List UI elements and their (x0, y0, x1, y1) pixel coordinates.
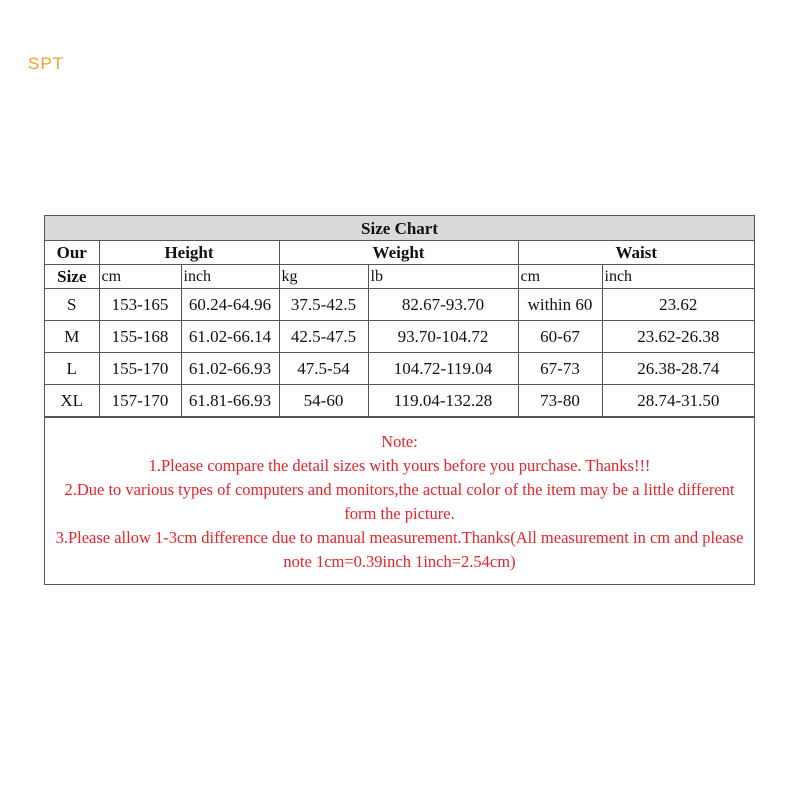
waist-cm-cell: 67-73 (518, 353, 602, 385)
height-cm-cell: 153-165 (99, 289, 181, 321)
height-inch-cell: 61.81-66.93 (181, 385, 279, 417)
weight-kg-header: kg (279, 265, 368, 289)
table-row (45, 385, 754, 417)
waist-cm-cell: within 60 (518, 289, 602, 321)
size-table (45, 216, 754, 417)
brand-logo: SPT (28, 54, 65, 73)
note-line-3: 3.Please allow 1-3cm difference due to manual measurement.Thanks(All measurement in cm and please note 1cm=0.39inch 1inch=2.54cm) (55, 528, 744, 571)
table-row (45, 353, 754, 385)
note-heading: Note: (381, 432, 418, 451)
waist-inch-cell: 23.62-26.38 (602, 321, 754, 353)
weight-header: Weight (279, 241, 518, 265)
waist-cm-cell: 73-80 (518, 385, 602, 417)
size-cell: M (45, 321, 99, 353)
height-header: Height (99, 241, 279, 265)
size-cell: XL (45, 385, 99, 417)
table-row (45, 289, 754, 321)
weight-kg-cell: 42.5-47.5 (279, 321, 368, 353)
waist-inch-cell: 23.62 (602, 289, 754, 321)
height-inch-cell: 61.02-66.93 (181, 353, 279, 385)
height-inch-cell: 60.24-64.96 (181, 289, 279, 321)
weight-lb-header: lb (368, 265, 518, 289)
size-cell: S (45, 289, 99, 321)
size-chart (44, 215, 755, 585)
height-inch-cell: 61.02-66.14 (181, 321, 279, 353)
weight-lb-cell: 104.72-119.04 (368, 353, 518, 385)
notes-section (45, 417, 754, 584)
weight-lb-cell: 93.70-104.72 (368, 321, 518, 353)
height-cm-cell: 155-170 (99, 353, 181, 385)
our-size-header-line2: Size (45, 265, 99, 289)
waist-header: Waist (518, 241, 754, 265)
note-line-2: 2.Due to various types of computers and monitors,the actual color of the item may be a little different form the picture. (64, 480, 735, 523)
waist-inch-cell: 26.38-28.74 (602, 353, 754, 385)
height-cm-header: cm (99, 265, 181, 289)
height-cm-cell: 155-168 (99, 321, 181, 353)
waist-inch-cell: 28.74-31.50 (602, 385, 754, 417)
waist-cm-cell: 60-67 (518, 321, 602, 353)
our-size-header-line1: Our (45, 241, 99, 265)
chart-title: Size Chart (45, 216, 754, 241)
weight-lb-cell: 82.67-93.70 (368, 289, 518, 321)
table-row (45, 321, 754, 353)
weight-kg-cell: 37.5-42.5 (279, 289, 368, 321)
waist-cm-header: cm (518, 265, 602, 289)
waist-inch-header: inch (602, 265, 754, 289)
weight-lb-cell: 119.04-132.28 (368, 385, 518, 417)
weight-kg-cell: 47.5-54 (279, 353, 368, 385)
note-line-1: 1.Please compare the detail sizes with yours before you purchase. Thanks!!! (148, 456, 651, 475)
size-cell: L (45, 353, 99, 385)
weight-kg-cell: 54-60 (279, 385, 368, 417)
height-cm-cell: 157-170 (99, 385, 181, 417)
height-inch-header: inch (181, 265, 279, 289)
